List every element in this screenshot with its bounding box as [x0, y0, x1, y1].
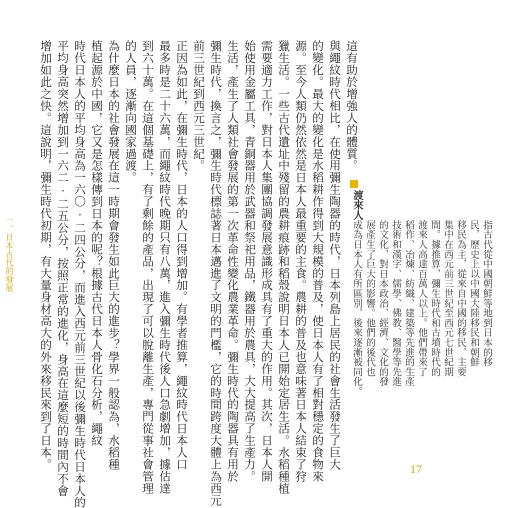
sidebar-column: 成為日本人有所區別，後來逐漸被同化。: [351, 220, 362, 397]
text-column: 這有助於增強人的體質。: [345, 40, 359, 172]
text-column: 彌生時代，換言之，彌生時代標誌著日本邁進了文明的門檻，它的時間跨度大體上為西元: [209, 40, 223, 507]
sidebar-column: 指古代從中國朝鮮等地到日本的移: [481, 220, 492, 367]
text-column: 需要適力工作，對日本人集團協調發展意識形成具有了重大的作用。其次，日本人開: [260, 40, 274, 483]
page-number: 17: [410, 462, 422, 476]
text-column: 始使用金屬工具，青銅器用於武器和祭祀用品，鐵器用於農具，大大提高了生產力。: [243, 40, 257, 483]
sidebar-column: 稻作、冶煉、紡織、建築等先進的生產: [403, 220, 414, 387]
sidebar-title: 渡來人: [351, 190, 362, 220]
sidebar-column: 民，歷史上以中國大陸移民和朝鮮: [468, 220, 479, 367]
text-column: 前三世紀到西元三世紀。: [192, 40, 206, 172]
square-marker-icon: [350, 180, 358, 188]
sidebar-column: 集中在西元前三世紀至西元七世紀期: [442, 220, 453, 377]
running-head: 一、日本古代的發展: [5, 216, 14, 293]
text-column: 增加如此之快。這說明，彌生時代初期，有大量身材高大的外來移民來到了日本。: [39, 40, 53, 471]
text-column: 生活，產生了人類社會發展的第一次革命性變化農業革命。彌生時代的陶器具有用於: [226, 40, 240, 483]
sidebar-column: 的文化，對日本政治、經濟、文化的發: [377, 220, 388, 387]
text-column: 的變化。最大的變化是水稻耕作得到大規模的普及，使日本人有了相對穩定的食物來: [311, 40, 325, 483]
text-column: 正因為如此，在彌生時代，日本的人口得到增加。有學者推算，繩紋時代日本人口: [175, 40, 189, 471]
text-column: 的人員，逐漸向國家過渡。: [124, 40, 138, 184]
sidebar-column: 渡來人高達百萬人以上。他們帶來了: [416, 220, 427, 377]
sidebar-column: 技術和漢字、儒學、佛教、醫學等先進: [390, 220, 401, 387]
sidebar-column: 間。據推算，彌生時代和古墳時代的: [429, 220, 440, 377]
text-column: 最多時是二十六萬，而繩紋時代晚期只有八萬，進入彌生時代後人口急劇增加，據估達: [158, 40, 172, 495]
sidebar-column: 移民為主，從來自中國的移民，主要: [455, 220, 466, 377]
text-column: 時代日本人的平均身高為一六〇·二四公分，而進入西元前三世紀以後彌生時代日本人的: [73, 40, 87, 508]
text-column: 植起源於中國，它又是怎樣傳到日本的呢？根據古代日本人骨化石分析，繩紋: [90, 40, 104, 447]
text-column: 為什麼日本的社會發展在這一時期會發生如此巨大的進步？學界一般認為，水稻種: [107, 40, 121, 471]
text-column: 到六十萬。在這個基礎上，有了剩餘的產品，出現了可以脫離生產，專門從事社會管理: [141, 40, 155, 495]
sidebar-column: 展產生了巨大的影響。他們的後代也: [364, 220, 375, 377]
text-column: 與繩紋時代相比，在使用彌生陶器的時代，日本列島上居民的社會生活發生了巨大: [328, 40, 342, 471]
text-column: 平均身高突然增加到一六二·二五公分，按照正常的進化，身高在這麼短的時間內不會: [56, 40, 70, 497]
text-column: 源。至今人類仍然依然是日本人最重要的主食。農耕的普及也意味著日本人結束了狩: [294, 40, 308, 483]
text-column: 獵生活。一些古代遺址中殘留的農耕痕跡和稻殼說明日本人已開始定居生活。水稻種植: [277, 40, 291, 495]
